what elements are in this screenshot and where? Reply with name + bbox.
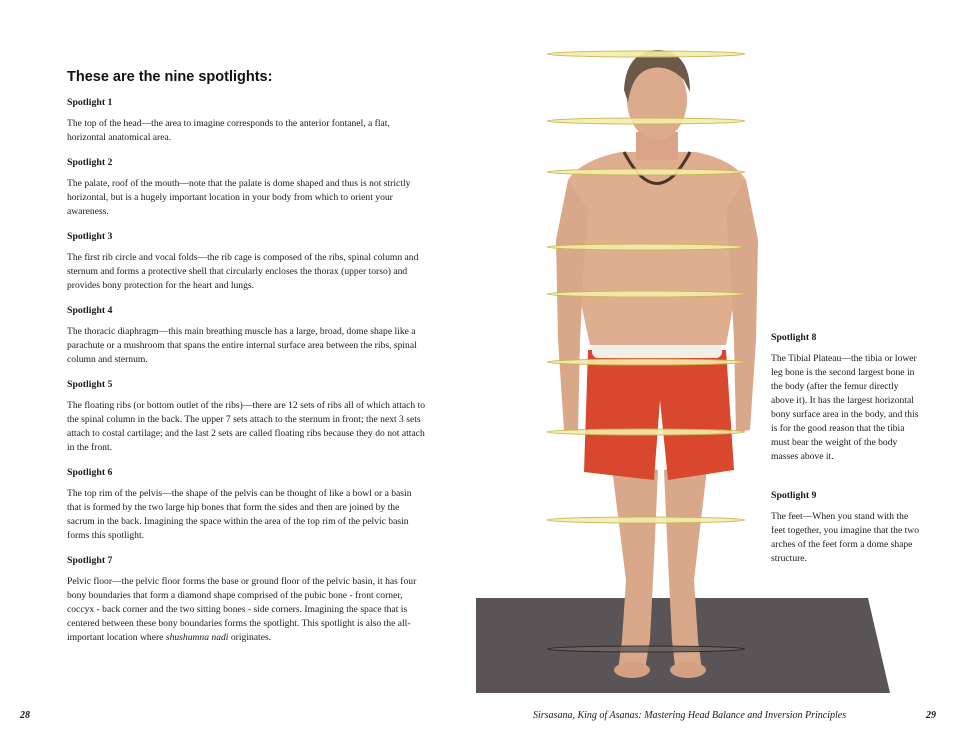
spotlight-text: The top rim of the pelvis—the shape of the pelvis can be thought of like a bowl or a basin that is formed by the two large hip bones that form the sides and then are joined by the sacrum in the back. Imagining the space within the area of the top rim of the pelvic basin forms this spotlight. <box>67 488 412 541</box>
spotlight-ellipse-8 <box>547 517 745 523</box>
italic-term: shushumna nadi <box>165 632 229 643</box>
spotlight-ellipse-2 <box>547 118 745 124</box>
spotlight-text: The Tibial Plateau—the tibia or lower leg bone is the second largest bone in the body (after the femur directly above it). It has the largest horizontal bony surface area in the body, and this is for the good reason that the tibia must bear the weight of the body masses above it. <box>771 353 919 462</box>
shorts <box>584 350 734 480</box>
spotlight-ellipse-3 <box>547 169 745 175</box>
spotlight-5 <box>67 379 427 455</box>
running-title: Sirsasana, King of Asanas: Mastering Head Balance and Inversion Principles <box>533 710 847 721</box>
spotlight-text: The palate, roof of the mouth—note that the palate is dome shaped and thus is not strictly horizontal, but is a hugely important location in your body from which to orient your awareness. <box>67 178 411 217</box>
spotlight-title: Spotlight 3 <box>67 231 113 242</box>
spotlight-ellipse-7 <box>547 429 745 435</box>
spotlight-title: Spotlight 6 <box>67 467 113 478</box>
spotlight-ellipse-9 <box>547 646 745 652</box>
spotlight-ellipse-5 <box>547 291 745 297</box>
spotlight-title: Spotlight 1 <box>67 97 113 108</box>
spotlight-3 <box>67 231 427 293</box>
section-heading: These are the nine spotlights: <box>67 69 273 85</box>
spotlight-title: Spotlight 5 <box>67 379 113 390</box>
spotlight-title: Spotlight 9 <box>771 490 817 501</box>
spotlight-text: The feet—When you stand with the feet together, you imagine that the two arches of the feet form a dome shape structure. <box>771 511 920 564</box>
spotlight-text: The floating ribs (or bottom outlet of the ribs)—there are 12 sets of ribs all of which attach to the spinal column in the back. The upper 7 sets attach to the sternum in front; the next 3 sets attach to costal cartilage; and the last 2 sets are called floating ribs because they do not attach in the front. <box>67 400 426 453</box>
spotlight-4 <box>67 305 427 367</box>
spotlight-ellipse-6 <box>547 359 745 365</box>
spotlight-title: Spotlight 7 <box>67 555 113 566</box>
spotlight-6 <box>67 467 427 543</box>
spotlight-ellipse-4 <box>547 244 745 250</box>
page-number-left: 28 <box>20 710 30 721</box>
spotlight-text: Pelvic floor—the pelvic floor forms the base or ground floor of the pelvic basin, it has four bony boundaries that form a diamond shape comprised of the pubic bone - front corner, coccyx - back corner and the two sitting bones - side corners. Imagining the space that is centered between these bony boundaries forms the spotlight. This spotlight is also the all-important location where shushumna nadi originates. <box>67 576 417 643</box>
spotlight-title: Spotlight 4 <box>67 305 113 316</box>
spotlight-9 <box>771 490 921 566</box>
spotlight-text: The thoracic diaphragm—this main breathing muscle has a large, broad, dome shape like a parachute or a mushroom that spans the entire internal surface area between the ribs, spinal column and sternum. <box>67 326 417 365</box>
spotlight-ellipse-1 <box>547 51 745 57</box>
spotlight-1 <box>67 97 427 145</box>
spotlight-7 <box>67 555 427 645</box>
spotlight-text: The top of the head—the area to imagine corresponds to the anterior fontanel, a flat, horizontal anatomical area. <box>67 118 390 143</box>
page-number-right: 29 <box>926 710 936 721</box>
spotlight-2 <box>67 157 427 219</box>
spotlight-text: The first rib circle and vocal folds—the rib cage is composed of the ribs, spinal column and sternum and forms a protective shell that circularly encloses the thorax (upper torso) and provides bony protection for the heart and lungs. <box>67 252 419 291</box>
spotlight-8 <box>771 332 921 464</box>
spotlight-title: Spotlight 2 <box>67 157 113 168</box>
spotlight-title: Spotlight 8 <box>771 332 817 343</box>
